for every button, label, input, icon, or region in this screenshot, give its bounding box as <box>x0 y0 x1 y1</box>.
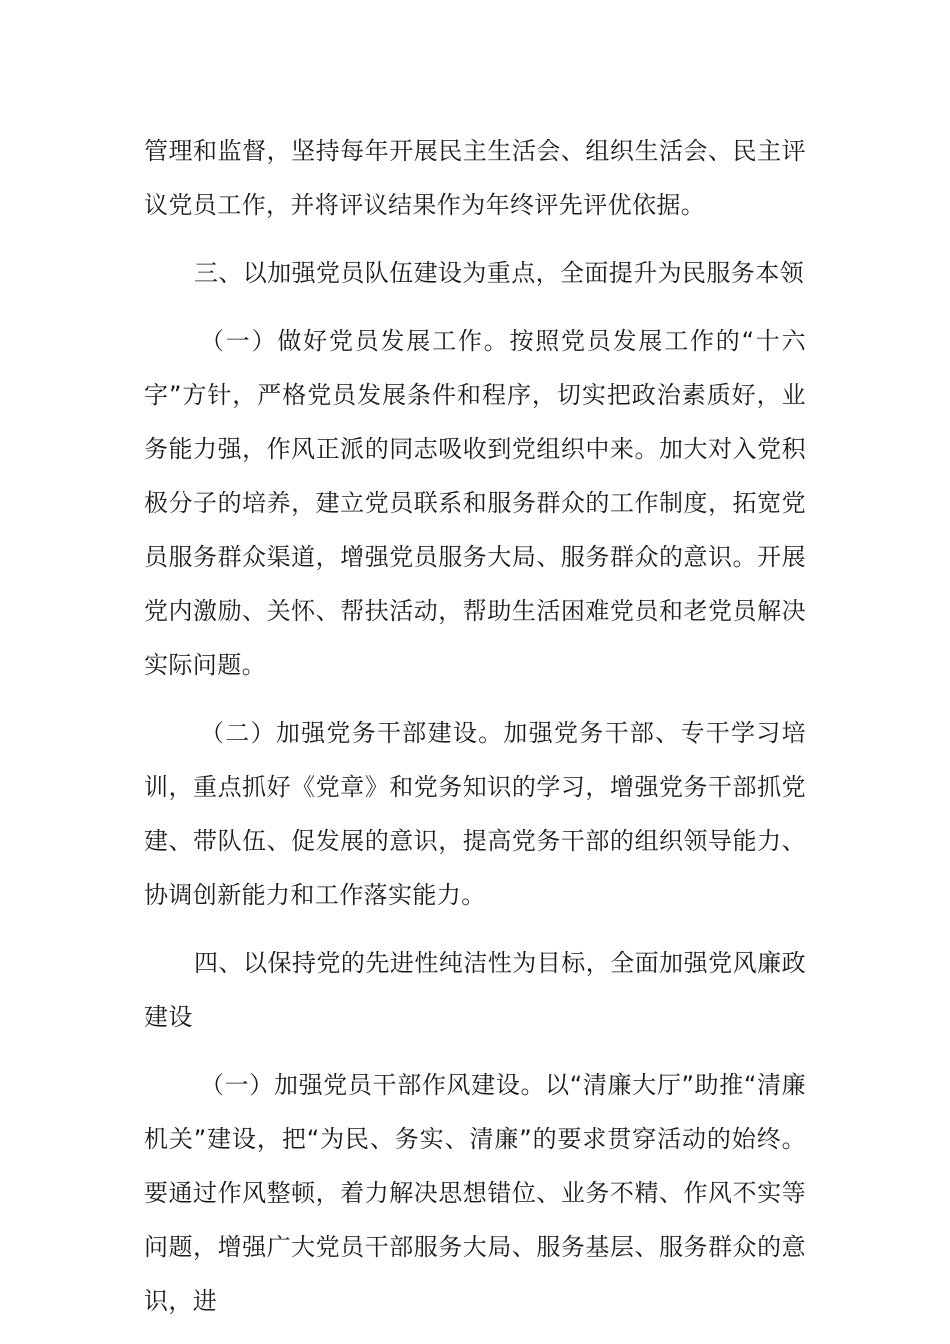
paragraph-party-affairs-cadre: （二）加强党务干部建设。加强党务干部、专干学习培训，重点抓好《党章》和党务知识的学习，增强党务干部抓党建、带队伍、促发展的意识，提高党务干部的组织领导能力、协调创新能力和工作落实能力。 <box>144 719 806 909</box>
section-heading-four: 四、以保持党的先进性纯洁性为目标，全面加强党风廉政建设 <box>144 949 806 1031</box>
paragraph-continued: 管理和监督，坚持每年开展民主生活会、组织生活会、民主评议党员工作，并将评议结果作为年终评先评优依据。 <box>144 137 806 219</box>
paragraph-party-member-development: （一）做好党员发展工作。按照党员发展工作的“十六字”方针，严格党员发展条件和程序，切实把政治素质好，业务能力强，作风正派的同志吸收到党组织中来。加大对入党积极分子的培养，建立党员联系和服务群众的工作制度，拓宽党员服务群众渠道，增强党员服务大局、服务群众的意识。开展党内激励、关怀、帮扶活动，帮助生活困难党员和老党员解决实际问题。 <box>144 327 806 679</box>
section-heading-three: 三、以加强党员队伍建设为重点，全面提升为民服务本领 <box>194 259 804 287</box>
paragraph-cadre-style: （一）加强党员干部作风建设。以“清廉大厅”助推“清廉机关”建设，把“为民、务实、清廉”的要求贯穿活动的始终。要通过作风整顿，着力解决思想错位、业务不精、作风不实等问题，增强广大党员干部服务大局、服务基层、服务群众的意识，进 <box>144 1071 806 1315</box>
document-body <box>144 124 806 1328</box>
